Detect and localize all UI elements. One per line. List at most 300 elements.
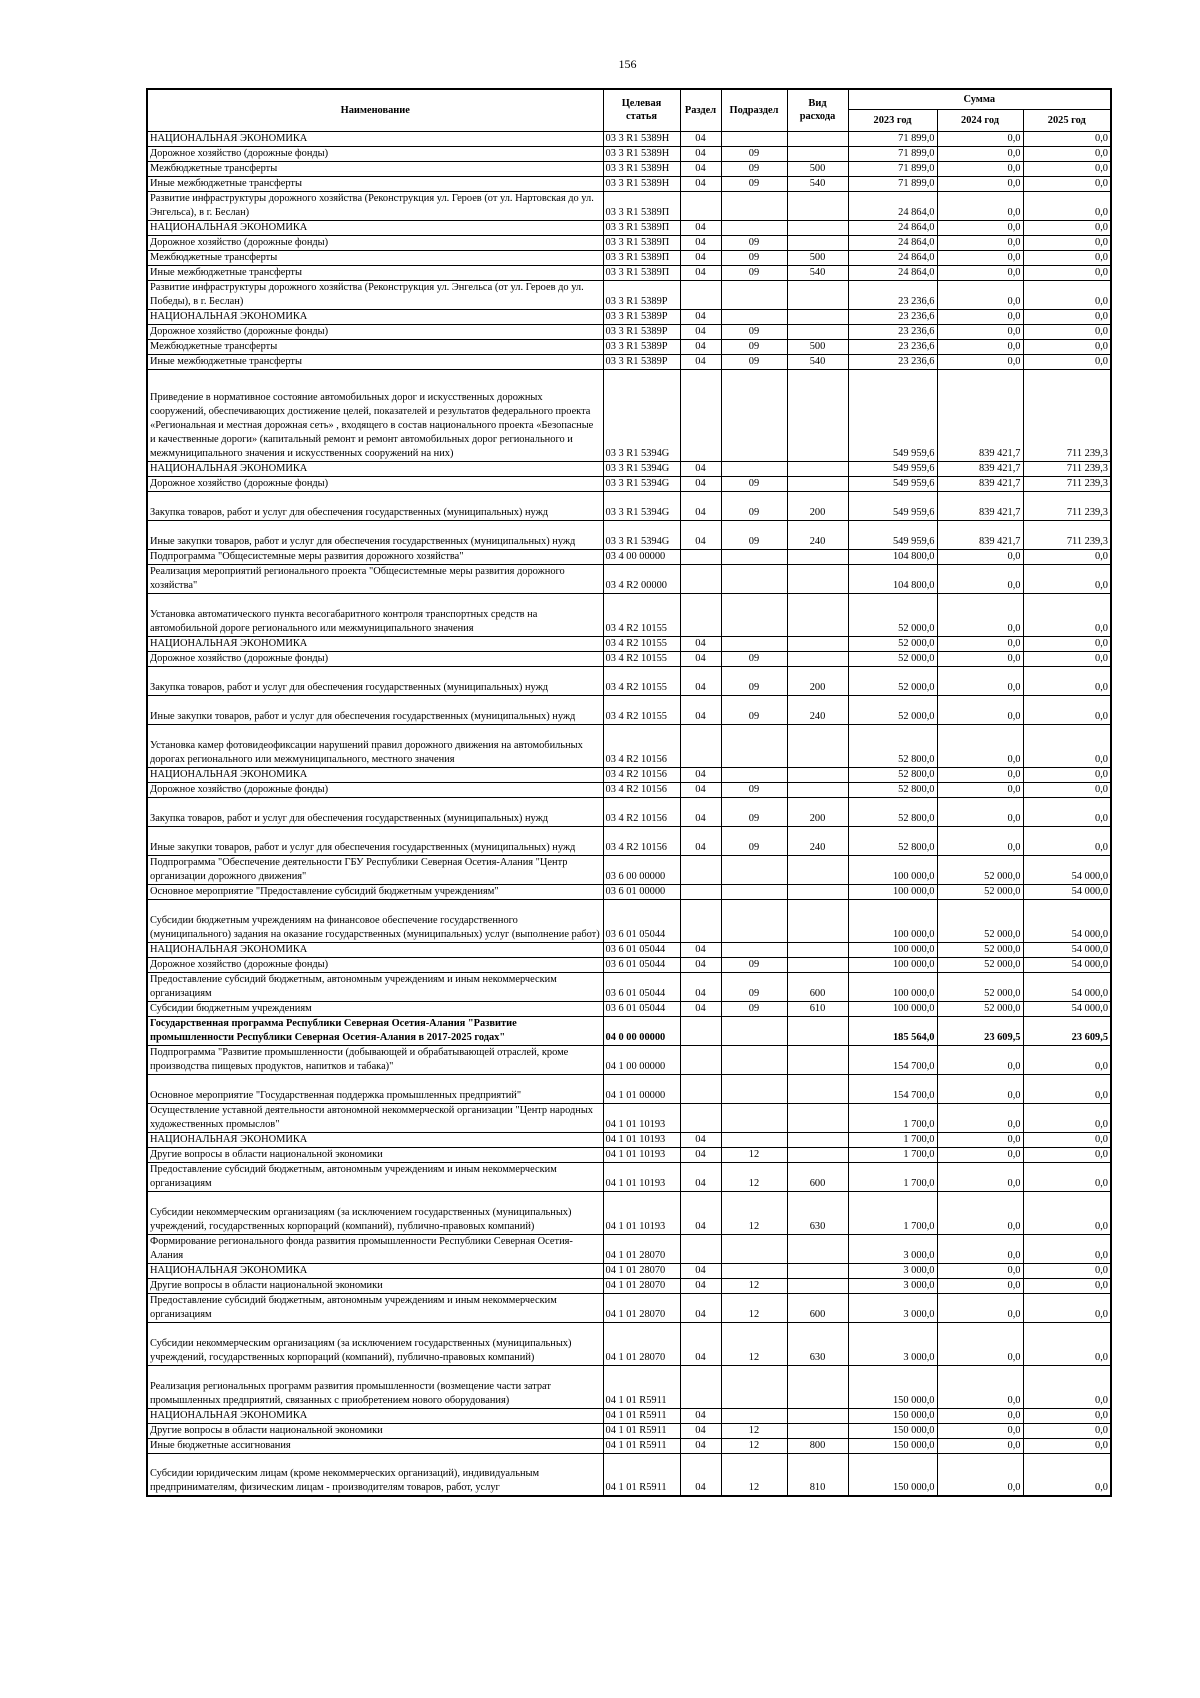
row-sum-2024: 0,0 (937, 146, 1023, 161)
row-sum-2023: 1 700,0 (848, 1147, 937, 1162)
table-row (147, 250, 1111, 265)
row-sum-2023: 52 800,0 (848, 826, 937, 855)
row-name: НАЦИОНАЛЬНАЯ ЭКОНОМИКА (147, 1132, 603, 1147)
row-sum-2023: 52 000,0 (848, 593, 937, 636)
row-sum-2025: 0,0 (1023, 131, 1111, 146)
row-sum-2023: 3 000,0 (848, 1263, 937, 1278)
row-target-code: 03 6 00 00000 (603, 855, 680, 884)
row-sum-2024: 0,0 (937, 1408, 1023, 1423)
row-sum-2025: 0,0 (1023, 651, 1111, 666)
row-expense-type (787, 636, 848, 651)
row-sum-2023: 23 236,6 (848, 354, 937, 369)
table-row (147, 1147, 1111, 1162)
row-sum-2024: 0,0 (937, 1293, 1023, 1322)
row-sum-2024: 0,0 (937, 1132, 1023, 1147)
row-subsection: 09 (721, 782, 787, 797)
row-name: Иные закупки товаров, работ и услуг для обеспечения государственных (муниципальных) нужд (147, 826, 603, 855)
row-section: 04 (680, 309, 721, 324)
row-sum-2023: 3 000,0 (848, 1278, 937, 1293)
row-subsection: 09 (721, 826, 787, 855)
row-sum-2023: 154 700,0 (848, 1045, 937, 1074)
row-sum-2023: 549 959,6 (848, 369, 937, 461)
table-row (147, 1453, 1111, 1496)
row-section: 04 (680, 161, 721, 176)
row-sum-2023: 100 000,0 (848, 884, 937, 899)
row-expense-type (787, 884, 848, 899)
row-subsection (721, 461, 787, 476)
table-row (147, 1074, 1111, 1103)
row-sum-2023: 3 000,0 (848, 1322, 937, 1365)
row-sum-2024: 23 609,5 (937, 1016, 1023, 1045)
table-row (147, 826, 1111, 855)
row-subsection (721, 942, 787, 957)
row-subsection (721, 1074, 787, 1103)
row-section: 04 (680, 1263, 721, 1278)
row-sum-2024: 0,0 (937, 593, 1023, 636)
row-sum-2023: 150 000,0 (848, 1408, 937, 1423)
row-section: 04 (680, 942, 721, 957)
row-expense-type: 540 (787, 354, 848, 369)
row-subsection (721, 220, 787, 235)
row-name: Закупка товаров, работ и услуг для обеспечения государственных (муниципальных) нужд (147, 797, 603, 826)
row-sum-2024: 0,0 (937, 1322, 1023, 1365)
row-name: Закупка товаров, работ и услуг для обеспечения государственных (муниципальных) нужд (147, 491, 603, 520)
row-name: Реализация региональных программ развития промышленности (возмещение части затрат промышленных предприятий, связанных с приобретением нового оборудования) (147, 1365, 603, 1408)
row-name: Формирование регионального фонда развития промышленности Республики Северная Осетия-Алания (147, 1234, 603, 1263)
row-sum-2025: 0,0 (1023, 1234, 1111, 1263)
row-sum-2023: 549 959,6 (848, 520, 937, 549)
row-target-code: 03 4 R2 10156 (603, 826, 680, 855)
table-row (147, 146, 1111, 161)
row-expense-type: 630 (787, 1322, 848, 1365)
row-name: Межбюджетные трансферты (147, 250, 603, 265)
row-sum-2025: 0,0 (1023, 1438, 1111, 1453)
row-sum-2024: 839 421,7 (937, 369, 1023, 461)
row-name: НАЦИОНАЛЬНАЯ ЭКОНОМИКА (147, 636, 603, 651)
row-expense-type (787, 1045, 848, 1074)
row-name: Субсидии юридическим лицам (кроме некоммерческих организаций), индивидуальным предпринимателям, физическим лицам - производителям товаров, работ, услуг (147, 1453, 603, 1496)
row-expense-type (787, 1278, 848, 1293)
row-section (680, 280, 721, 309)
row-name: Развитие инфраструктуры дорожного хозяйства (Реконструкция ул. Героев (от ул. Нартовская до ул. Энгельса), в г. Беслан) (147, 191, 603, 220)
row-subsection (721, 1408, 787, 1423)
row-sum-2024: 0,0 (937, 695, 1023, 724)
row-sum-2023: 100 000,0 (848, 957, 937, 972)
row-sum-2024: 52 000,0 (937, 899, 1023, 942)
row-subsection (721, 369, 787, 461)
table-row (147, 884, 1111, 899)
row-section: 04 (680, 1162, 721, 1191)
row-name: НАЦИОНАЛЬНАЯ ЭКОНОМИКА (147, 942, 603, 957)
row-name: Установка камер фотовидеофиксации нарушений правил дорожного движения на автомобильных дорогах регионального или межмуниципального, местного значения (147, 724, 603, 767)
row-section: 04 (680, 476, 721, 491)
row-sum-2024: 0,0 (937, 176, 1023, 191)
row-expense-type (787, 942, 848, 957)
row-subsection: 09 (721, 250, 787, 265)
row-sum-2025: 23 609,5 (1023, 1016, 1111, 1045)
row-section: 04 (680, 767, 721, 782)
table-row (147, 369, 1111, 461)
row-sum-2023: 549 959,6 (848, 476, 937, 491)
row-subsection (721, 593, 787, 636)
table-row (147, 161, 1111, 176)
row-sum-2024: 52 000,0 (937, 1001, 1023, 1016)
row-sum-2024: 0,0 (937, 309, 1023, 324)
row-expense-type (787, 461, 848, 476)
row-sum-2023: 100 000,0 (848, 942, 937, 957)
row-sum-2025: 0,0 (1023, 339, 1111, 354)
row-sum-2024: 0,0 (937, 131, 1023, 146)
row-sum-2025: 0,0 (1023, 191, 1111, 220)
row-target-code: 04 0 00 00000 (603, 1016, 680, 1045)
row-sum-2024: 839 421,7 (937, 476, 1023, 491)
row-sum-2023: 100 000,0 (848, 1001, 937, 1016)
row-name: Другие вопросы в области национальной экономики (147, 1147, 603, 1162)
row-section (680, 899, 721, 942)
row-sum-2023: 150 000,0 (848, 1438, 937, 1453)
row-sum-2023: 24 864,0 (848, 250, 937, 265)
row-sum-2024: 0,0 (937, 1234, 1023, 1263)
row-sum-2025: 54 000,0 (1023, 884, 1111, 899)
row-expense-type: 240 (787, 826, 848, 855)
table-row (147, 1322, 1111, 1365)
row-section: 04 (680, 651, 721, 666)
table-row (147, 1162, 1111, 1191)
row-section: 04 (680, 1453, 721, 1496)
row-sum-2024: 0,0 (937, 161, 1023, 176)
table-row (147, 176, 1111, 191)
row-section: 04 (680, 1408, 721, 1423)
row-sum-2023: 150 000,0 (848, 1365, 937, 1408)
row-subsection: 09 (721, 161, 787, 176)
row-sum-2023: 104 800,0 (848, 564, 937, 593)
row-sum-2024: 0,0 (937, 280, 1023, 309)
row-section: 04 (680, 826, 721, 855)
row-expense-type (787, 235, 848, 250)
table-row (147, 491, 1111, 520)
row-sum-2024: 52 000,0 (937, 972, 1023, 1001)
row-expense-type: 240 (787, 695, 848, 724)
row-expense-type (787, 1365, 848, 1408)
row-sum-2023: 24 864,0 (848, 191, 937, 220)
row-sum-2023: 52 000,0 (848, 651, 937, 666)
row-subsection: 12 (721, 1438, 787, 1453)
row-name: НАЦИОНАЛЬНАЯ ЭКОНОМИКА (147, 461, 603, 476)
row-sum-2025: 0,0 (1023, 1365, 1111, 1408)
table-row (147, 797, 1111, 826)
row-sum-2025: 0,0 (1023, 1263, 1111, 1278)
row-section: 04 (680, 1278, 721, 1293)
table-row (147, 695, 1111, 724)
row-sum-2023: 549 959,6 (848, 461, 937, 476)
row-target-code: 03 4 R2 10155 (603, 651, 680, 666)
row-section: 04 (680, 1438, 721, 1453)
header-subsection: Подраздел (721, 89, 787, 131)
row-sum-2023: 52 800,0 (848, 767, 937, 782)
row-name: Реализация мероприятий регионального проекта "Общесистемные меры развития дорожного хозяйства" (147, 564, 603, 593)
row-expense-type (787, 767, 848, 782)
table-row (147, 564, 1111, 593)
row-sum-2023: 154 700,0 (848, 1074, 937, 1103)
row-expense-type (787, 1263, 848, 1278)
row-expense-type: 540 (787, 265, 848, 280)
row-section: 04 (680, 265, 721, 280)
row-expense-type (787, 564, 848, 593)
row-subsection: 09 (721, 695, 787, 724)
row-sum-2023: 24 864,0 (848, 265, 937, 280)
row-sum-2024: 0,0 (937, 265, 1023, 280)
row-sum-2023: 100 000,0 (848, 972, 937, 1001)
page-number: 156 (618, 57, 637, 71)
row-expense-type (787, 593, 848, 636)
row-target-code: 03 4 R2 10155 (603, 636, 680, 651)
row-sum-2025: 711 239,3 (1023, 369, 1111, 461)
row-name: Субсидии некоммерческим организациям (за исключением государственных (муниципальных) учреждений, государственных корпораций (компаний), публично-правовых компаний) (147, 1191, 603, 1234)
row-section: 04 (680, 972, 721, 1001)
row-section: 04 (680, 636, 721, 651)
row-subsection: 12 (721, 1191, 787, 1234)
row-expense-type (787, 476, 848, 491)
row-target-code: 04 1 01 R5911 (603, 1453, 680, 1496)
row-target-code: 03 4 R2 10156 (603, 767, 680, 782)
row-sum-2025: 0,0 (1023, 564, 1111, 593)
row-section: 04 (680, 1191, 721, 1234)
row-section: 04 (680, 324, 721, 339)
row-name: Государственная программа Республики Северная Осетия-Алания "Развитие промышленности Республики Северная Осетия-Алания в 2017-2025 годах" (147, 1016, 603, 1045)
row-sum-2023: 1 700,0 (848, 1191, 937, 1234)
row-subsection: 09 (721, 476, 787, 491)
row-sum-2025: 711 239,3 (1023, 520, 1111, 549)
row-sum-2025: 54 000,0 (1023, 899, 1111, 942)
row-sum-2025: 0,0 (1023, 1423, 1111, 1438)
row-subsection: 09 (721, 265, 787, 280)
row-target-code: 03 3 R1 5389Н (603, 161, 680, 176)
header-2023: 2023 год (848, 109, 937, 131)
row-expense-type: 610 (787, 1001, 848, 1016)
header-section: Раздел (680, 89, 721, 131)
row-expense-type (787, 782, 848, 797)
row-subsection: 09 (721, 972, 787, 1001)
table-row (147, 220, 1111, 235)
row-expense-type (787, 899, 848, 942)
row-sum-2023: 23 236,6 (848, 309, 937, 324)
row-sum-2024: 0,0 (937, 636, 1023, 651)
table-body (147, 131, 1111, 1496)
row-sum-2025: 0,0 (1023, 1132, 1111, 1147)
row-section: 04 (680, 695, 721, 724)
row-expense-type: 240 (787, 520, 848, 549)
row-sum-2025: 0,0 (1023, 1162, 1111, 1191)
row-name: НАЦИОНАЛЬНАЯ ЭКОНОМИКА (147, 131, 603, 146)
row-name: НАЦИОНАЛЬНАЯ ЭКОНОМИКА (147, 1263, 603, 1278)
row-section: 04 (680, 520, 721, 549)
row-sum-2023: 1 700,0 (848, 1132, 937, 1147)
row-subsection: 09 (721, 354, 787, 369)
table-row (147, 339, 1111, 354)
row-sum-2025: 0,0 (1023, 1191, 1111, 1234)
row-name: НАЦИОНАЛЬНАЯ ЭКОНОМИКА (147, 309, 603, 324)
row-target-code: 03 6 01 05044 (603, 957, 680, 972)
row-subsection: 12 (721, 1162, 787, 1191)
row-name: Предоставление субсидий бюджетным, автономным учреждениям и иным некоммерческим организациям (147, 1162, 603, 1191)
row-sum-2024: 52 000,0 (937, 855, 1023, 884)
row-sum-2024: 0,0 (937, 826, 1023, 855)
row-section (680, 1045, 721, 1074)
row-target-code: 03 3 R1 5389Р (603, 280, 680, 309)
row-name: Другие вопросы в области национальной экономики (147, 1423, 603, 1438)
row-sum-2023: 3 000,0 (848, 1293, 937, 1322)
row-subsection (721, 1016, 787, 1045)
row-expense-type: 600 (787, 1293, 848, 1322)
row-expense-type: 600 (787, 972, 848, 1001)
row-target-code: 04 1 01 28070 (603, 1293, 680, 1322)
row-sum-2023: 3 000,0 (848, 1234, 937, 1263)
row-sum-2024: 0,0 (937, 724, 1023, 767)
table-row (147, 1132, 1111, 1147)
row-sum-2024: 0,0 (937, 1103, 1023, 1132)
table-row (147, 972, 1111, 1001)
row-target-code: 03 4 R2 10155 (603, 695, 680, 724)
row-subsection (721, 280, 787, 309)
row-expense-type (787, 280, 848, 309)
row-sum-2025: 0,0 (1023, 176, 1111, 191)
table-row (147, 324, 1111, 339)
row-target-code: 03 4 00 00000 (603, 549, 680, 564)
row-name: Иные межбюджетные трансферты (147, 176, 603, 191)
row-sum-2025: 0,0 (1023, 782, 1111, 797)
row-sum-2023: 52 000,0 (848, 666, 937, 695)
row-sum-2025: 0,0 (1023, 1293, 1111, 1322)
table-row (147, 1016, 1111, 1045)
row-sum-2024: 0,0 (937, 191, 1023, 220)
table-row (147, 767, 1111, 782)
row-sum-2024: 0,0 (937, 324, 1023, 339)
row-expense-type (787, 1016, 848, 1045)
header-2024: 2024 год (937, 109, 1023, 131)
row-subsection (721, 1365, 787, 1408)
row-sum-2025: 711 239,3 (1023, 476, 1111, 491)
table-row (147, 191, 1111, 220)
header-sum: Сумма (848, 89, 1111, 109)
table-row (147, 1293, 1111, 1322)
row-name: Дорожное хозяйство (дорожные фонды) (147, 235, 603, 250)
row-sum-2024: 0,0 (937, 354, 1023, 369)
row-sum-2025: 0,0 (1023, 797, 1111, 826)
row-sum-2023: 52 800,0 (848, 797, 937, 826)
row-subsection: 09 (721, 235, 787, 250)
row-subsection (721, 1132, 787, 1147)
row-sum-2023: 150 000,0 (848, 1453, 937, 1496)
row-name: Развитие инфраструктуры дорожного хозяйства (Реконструкция ул. Энгельса (от ул. Героев до ул. Победы), в г. Беслан) (147, 280, 603, 309)
table-row (147, 1365, 1111, 1408)
row-sum-2025: 0,0 (1023, 1278, 1111, 1293)
row-sum-2025: 0,0 (1023, 636, 1111, 651)
table-row (147, 593, 1111, 636)
row-expense-type (787, 1423, 848, 1438)
row-sum-2025: 0,0 (1023, 250, 1111, 265)
row-name: НАЦИОНАЛЬНАЯ ЭКОНОМИКА (147, 767, 603, 782)
row-target-code: 03 4 R2 00000 (603, 564, 680, 593)
row-subsection: 09 (721, 324, 787, 339)
row-expense-type: 800 (787, 1438, 848, 1453)
row-sum-2025: 0,0 (1023, 354, 1111, 369)
row-sum-2023: 24 864,0 (848, 235, 937, 250)
row-name: НАЦИОНАЛЬНАЯ ЭКОНОМИКА (147, 220, 603, 235)
row-sum-2024: 839 421,7 (937, 491, 1023, 520)
row-section (680, 855, 721, 884)
row-name: Установка автоматического пункта весогабаритного контроля транспортных средств на автомобильной дороге регионального или межмуниципального значения (147, 593, 603, 636)
row-expense-type (787, 309, 848, 324)
row-sum-2024: 52 000,0 (937, 957, 1023, 972)
row-subsection: 12 (721, 1453, 787, 1496)
row-subsection: 12 (721, 1293, 787, 1322)
row-sum-2023: 71 899,0 (848, 146, 937, 161)
row-sum-2024: 0,0 (937, 220, 1023, 235)
table-row (147, 1191, 1111, 1234)
row-section: 04 (680, 1322, 721, 1365)
table-row (147, 131, 1111, 146)
table-row (147, 549, 1111, 564)
row-subsection (721, 884, 787, 899)
row-target-code: 04 1 01 10193 (603, 1103, 680, 1132)
row-section: 04 (680, 131, 721, 146)
row-section: 04 (680, 797, 721, 826)
row-target-code: 03 4 R2 10156 (603, 797, 680, 826)
row-target-code: 03 4 R2 10155 (603, 666, 680, 695)
row-expense-type (787, 1408, 848, 1423)
row-target-code: 03 3 R1 5389П (603, 191, 680, 220)
table-row (147, 1423, 1111, 1438)
row-target-code: 04 1 01 10193 (603, 1147, 680, 1162)
row-target-code: 04 1 01 10193 (603, 1162, 680, 1191)
header-2025: 2025 год (1023, 109, 1111, 131)
row-sum-2024: 0,0 (937, 1263, 1023, 1278)
row-target-code: 03 3 R1 5389П (603, 220, 680, 235)
row-sum-2023: 1 700,0 (848, 1162, 937, 1191)
row-target-code: 04 1 01 R5911 (603, 1408, 680, 1423)
row-sum-2024: 0,0 (937, 564, 1023, 593)
row-section (680, 724, 721, 767)
row-sum-2023: 52 800,0 (848, 724, 937, 767)
row-subsection: 12 (721, 1147, 787, 1162)
row-subsection (721, 131, 787, 146)
row-name: Подпрограмма "Общесистемные меры развития дорожного хозяйства" (147, 549, 603, 564)
row-sum-2023: 1 700,0 (848, 1103, 937, 1132)
row-section (680, 1234, 721, 1263)
row-target-code: 03 3 R1 5389П (603, 235, 680, 250)
row-sum-2023: 52 800,0 (848, 782, 937, 797)
row-target-code: 03 6 01 05044 (603, 942, 680, 957)
row-name: Дорожное хозяйство (дорожные фонды) (147, 782, 603, 797)
row-section (680, 1103, 721, 1132)
row-section: 04 (680, 957, 721, 972)
row-subsection: 09 (721, 1001, 787, 1016)
row-subsection (721, 1234, 787, 1263)
row-sum-2025: 0,0 (1023, 1453, 1111, 1496)
row-target-code: 04 1 01 28070 (603, 1234, 680, 1263)
row-target-code: 03 3 R1 5389Р (603, 354, 680, 369)
row-section: 04 (680, 1293, 721, 1322)
row-subsection (721, 767, 787, 782)
row-expense-type: 810 (787, 1453, 848, 1496)
table-row (147, 309, 1111, 324)
row-subsection: 09 (721, 666, 787, 695)
table-row (147, 782, 1111, 797)
row-name: Предоставление субсидий бюджетным, автономным учреждениям и иным некоммерческим организациям (147, 1293, 603, 1322)
row-sum-2025: 54 000,0 (1023, 942, 1111, 957)
row-name: Субсидии некоммерческим организациям (за исключением государственных (муниципальных) учреждений, государственных корпораций (компаний), публично-правовых компаний) (147, 1322, 603, 1365)
row-sum-2023: 52 000,0 (848, 695, 937, 724)
